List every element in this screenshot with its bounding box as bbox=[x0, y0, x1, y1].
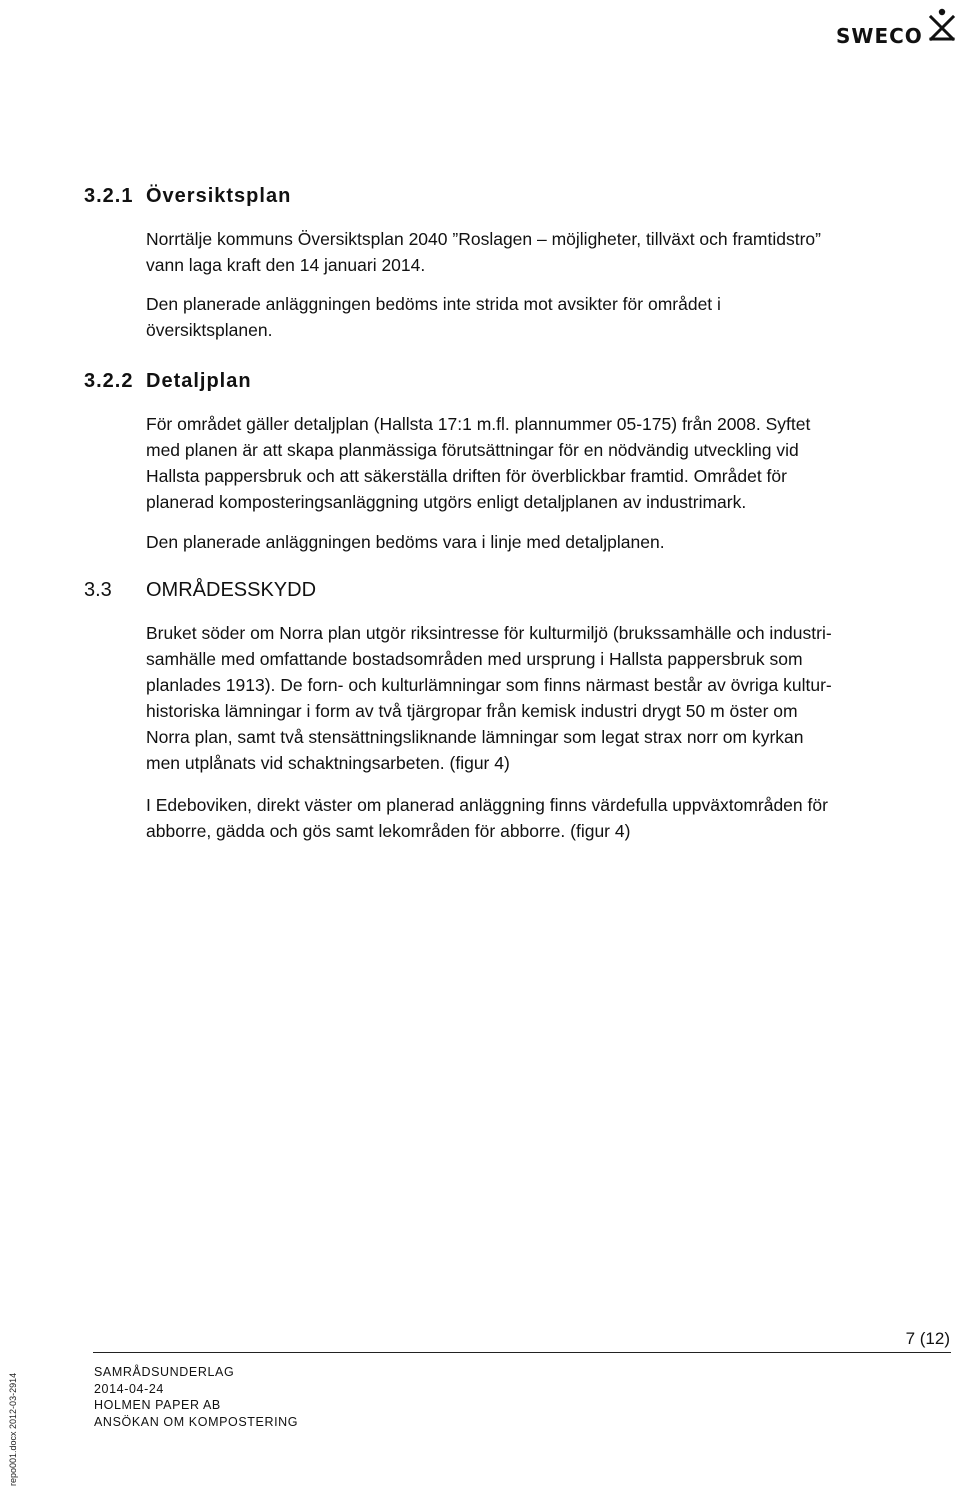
text-line: Norrtälje kommuns Översiktsplan 2040 ”Roslagen – möjligheter, tillväxt och framtidstro” bbox=[146, 229, 821, 249]
text-line: men utplånats vid schaktningsarbeten. (figur 4) bbox=[146, 753, 510, 773]
paragraph-oversiktsplan-2 bbox=[146, 291, 946, 343]
heading-title: Översiktsplan bbox=[146, 185, 292, 207]
document-reference: repo001.docx 2012-03-2914 bbox=[8, 1372, 18, 1486]
text-line: abborre, gädda och gös samt lekområden för abborre. (figur 4) bbox=[146, 821, 631, 841]
text-line: översiktsplanen. bbox=[146, 320, 273, 340]
text-line: planlades 1913). De forn- och kulturlämningar som finns närmast består av övriga kultur- bbox=[146, 675, 832, 695]
page-number: 7 (12) bbox=[905, 1329, 950, 1348]
text-line: med planen är att skapa planmässiga förutsättningar för en nödvändig utveckling vid bbox=[146, 440, 799, 460]
footer-info bbox=[94, 1364, 298, 1430]
footer-line: 2014-04-24 bbox=[94, 1381, 164, 1396]
text-line: Den planerade anläggningen bedöms inte strida mot avsikter för området i bbox=[146, 294, 721, 314]
text-line: Bruket söder om Norra plan utgör riksintresse för kulturmiljö (brukssamhälle och industri- bbox=[146, 623, 832, 643]
heading-number: 3.2.1 bbox=[84, 185, 134, 207]
logo-text: SWECO bbox=[836, 24, 923, 48]
text-line: I Edeboviken, direkt väster om planerad anläggning finns värdefulla uppväxtområden för bbox=[146, 795, 828, 815]
heading-number: 3.2.2 bbox=[84, 370, 134, 392]
footer-line: ANSÖKAN OM KOMPOSTERING bbox=[94, 1414, 299, 1429]
paragraph-oversiktsplan-1 bbox=[146, 226, 946, 278]
paragraph-detaljplan-1 bbox=[146, 411, 946, 515]
paragraph-omradesskydd-1 bbox=[146, 620, 946, 776]
heading-number: 3.3 bbox=[84, 579, 112, 601]
footer-divider bbox=[93, 1352, 951, 1353]
heading-3-3 bbox=[84, 579, 316, 602]
text-line: vann laga kraft den 14 januari 2014. bbox=[146, 255, 426, 275]
text-line: samhälle med omfattande bostadsområden med ursprung i Hallsta pappersbruk som bbox=[146, 649, 803, 669]
text-line: Hallsta pappersbruk och att säkerställa driften för överblickbar framtid. Området för bbox=[146, 466, 787, 486]
footer-line: SAMRÅDSUNDERLAG bbox=[94, 1365, 235, 1379]
sweco-logo bbox=[832, 8, 956, 50]
text-line: historiska lämningar i form av två tjärgropar från kemisk industri drygt 50 m öster om bbox=[146, 701, 798, 721]
heading-title: Detaljplan bbox=[146, 370, 252, 392]
text-line: För området gäller detaljplan (Hallsta 17:1 m.fl. plannummer 05-175) från 2008. Syftet bbox=[146, 414, 811, 434]
text-line: Den planerade anläggningen bedöms vara i linje med detaljplanen. bbox=[146, 532, 665, 552]
heading-3-2-1 bbox=[84, 185, 291, 208]
sweco-mark-icon bbox=[928, 8, 956, 44]
heading-3-2-2 bbox=[84, 370, 252, 393]
paragraph-omradesskydd-2 bbox=[146, 792, 946, 844]
heading-title: OMRÅDESSKYDD bbox=[146, 579, 317, 601]
text-line: Norra plan, samt två stensättningsliknande lämningar som legat strax norr om kyrkan bbox=[146, 727, 804, 747]
footer-line: HOLMEN PAPER AB bbox=[94, 1398, 221, 1412]
paragraph-detaljplan-2 bbox=[146, 529, 946, 555]
text-line: planerad komposteringsanläggning utgörs enligt detaljplanen av industrimark. bbox=[146, 492, 747, 512]
